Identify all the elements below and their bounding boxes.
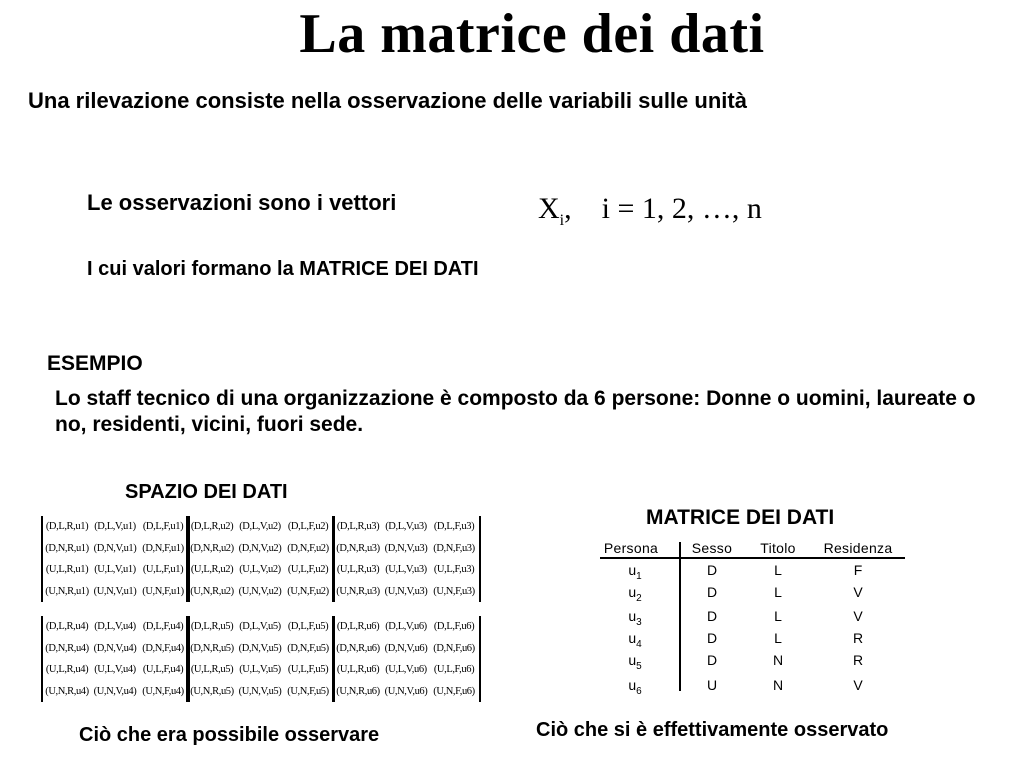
titolo-cell: N <box>772 652 784 668</box>
data-space-cell: (U,N,F,u6) <box>433 685 475 697</box>
data-space-cell: (U,N,F,u2) <box>287 585 329 597</box>
matrix-definition-text: I cui valori formano la MATRICE DEI DATI <box>87 258 479 280</box>
data-space-block <box>186 516 335 602</box>
data-space-row <box>188 581 333 603</box>
titolo-cell: N <box>772 677 784 693</box>
unit-subscript: 1 <box>636 570 642 582</box>
data-space-cell: (U,N,R,u6) <box>336 685 380 697</box>
data-space-row <box>43 516 188 538</box>
unit-letter: u <box>628 584 637 600</box>
caption-possible: Ciò che era possibile osservare <box>79 724 380 746</box>
data-space-block <box>41 616 190 702</box>
data-space-cell: (U,N,R,u1) <box>45 585 89 597</box>
data-space-cell: (U,L,F,u3) <box>433 564 475 576</box>
data-space-cell: (U,L,F,u6) <box>433 664 475 676</box>
data-space-cell: (U,L,V,u4) <box>94 664 136 676</box>
data-space-cell: (D,L,F,u5) <box>287 621 329 633</box>
data-space-row <box>188 681 333 703</box>
data-space-cell: (U,N,R,u5) <box>190 685 234 697</box>
titolo-cell: L <box>774 608 782 624</box>
data-space-cell: (D,L,F,u3) <box>433 521 475 533</box>
data-space-row <box>43 581 188 603</box>
data-space-cell: (U,N,R,u4) <box>45 685 89 697</box>
titolo-cell: L <box>774 630 782 646</box>
data-space-cell: (U,L,V,u2) <box>239 564 281 576</box>
sesso-cell: D <box>706 584 718 600</box>
data-space-cell: (D,L,F,u1) <box>142 521 184 533</box>
data-space-row <box>334 581 479 603</box>
data-space-cell: (D,N,R,u5) <box>190 642 234 654</box>
data-space-cell: (D,L,V,u1) <box>94 521 136 533</box>
data-space-row <box>334 638 479 660</box>
data-space-row <box>188 538 333 560</box>
data-space-cell: (U,N,F,u4) <box>142 685 184 697</box>
data-space-cell: (U,N,V,u1) <box>93 585 137 597</box>
data-space-row <box>188 516 333 538</box>
data-space-cell: (U,L,F,u2) <box>287 564 329 576</box>
unit-cell <box>620 677 650 697</box>
data-space-row <box>188 616 333 638</box>
data-space-cell: (D,N,F,u6) <box>433 642 475 654</box>
data-space-cell: (D,N,R,u3) <box>336 542 380 554</box>
data-matrix-title: MATRICE DEI DATI <box>646 506 835 529</box>
header-residenza: Residenza <box>823 540 893 556</box>
unit-cell <box>620 630 650 650</box>
sesso-cell: U <box>706 677 718 693</box>
data-space-cell: (D,N,F,u1) <box>142 542 184 554</box>
data-space-row <box>43 659 188 681</box>
data-space-cell: (U,L,V,u5) <box>239 664 281 676</box>
data-space-cell: (D,L,V,u5) <box>239 621 281 633</box>
data-space-cell: (D,N,V,u5) <box>238 642 282 654</box>
unit-subscript: 5 <box>636 660 642 672</box>
data-space-cell: (D,N,V,u3) <box>384 542 428 554</box>
data-space-cell: (D,L,V,u3) <box>385 521 427 533</box>
unit-letter: u <box>628 562 637 578</box>
data-space-cell: (D,N,V,u6) <box>384 642 428 654</box>
header-sesso: Sesso <box>691 540 733 556</box>
data-space-cell: (D,N,F,u3) <box>433 542 475 554</box>
data-space-cell: (U,N,V,u6) <box>384 685 428 697</box>
data-space-row <box>188 638 333 660</box>
data-space-cell: (U,L,R,u4) <box>45 664 89 676</box>
data-space-cell: (D,L,R,u6) <box>336 621 380 633</box>
sesso-cell: D <box>706 652 718 668</box>
slide-title: La matrice dei dati <box>299 3 765 65</box>
data-space-cell: (U,N,V,u5) <box>238 685 282 697</box>
unit-cell <box>620 652 650 672</box>
titolo-cell: L <box>774 584 782 600</box>
data-space-row <box>334 616 479 638</box>
data-space-cell: (D,L,R,u5) <box>190 621 234 633</box>
data-space-cell: (U,L,F,u1) <box>142 564 184 576</box>
data-space-title: SPAZIO DEI DATI <box>125 481 288 503</box>
data-space-cell: (U,N,F,u3) <box>433 585 475 597</box>
data-space-cell: (D,N,F,u5) <box>287 642 329 654</box>
data-space-cell: (U,N,V,u4) <box>93 685 137 697</box>
data-space-cell: (D,N,V,u1) <box>93 542 137 554</box>
example-description: Lo staff tecnico di una organizzazione è composto da 6 persone: Donne o uomini, laureate o no, residenti, vicini, fuori sede. <box>55 387 976 436</box>
data-space-row <box>43 559 188 581</box>
data-space-cell: (U,L,V,u1) <box>94 564 136 576</box>
data-space-cell: (D,L,R,u3) <box>336 521 380 533</box>
intro-text: Una rilevazione consiste nella osservazione delle variabili sulle unità <box>28 88 747 113</box>
data-space-cell: (D,N,R,u6) <box>336 642 380 654</box>
header-persona: Persona <box>603 540 659 556</box>
data-space-cell: (U,L,V,u3) <box>385 564 427 576</box>
data-space-cell: (D,N,R,u2) <box>190 542 234 554</box>
data-space-cell: (D,L,R,u1) <box>45 521 89 533</box>
data-space-cell: (U,L,F,u4) <box>142 664 184 676</box>
data-space-row <box>43 681 188 703</box>
data-space-cell: (U,L,R,u1) <box>45 564 89 576</box>
sesso-cell: D <box>706 562 718 578</box>
data-space-cell: (D,L,R,u4) <box>45 621 89 633</box>
data-space-cell: (D,L,V,u4) <box>94 621 136 633</box>
unit-subscript: 3 <box>636 616 642 628</box>
data-space-cell: (D,N,V,u2) <box>238 542 282 554</box>
data-space-cell: (U,N,V,u2) <box>238 585 282 597</box>
titolo-cell: L <box>774 562 782 578</box>
residenza-cell: V <box>853 608 863 624</box>
unit-letter: u <box>628 652 637 668</box>
data-space-row <box>334 681 479 703</box>
data-space-row <box>43 616 188 638</box>
data-space-cell: (D,L,V,u6) <box>385 621 427 633</box>
data-space-block <box>332 516 481 602</box>
observations-text: Le osservazioni sono i vettori <box>87 190 397 215</box>
observation-vector-formula <box>538 192 762 230</box>
data-space-cell: (U,N,F,u5) <box>287 685 329 697</box>
data-space-cell: (U,L,R,u5) <box>190 664 234 676</box>
unit-letter: u <box>628 677 637 693</box>
header-titolo: Titolo <box>760 540 796 556</box>
unit-cell <box>620 584 650 604</box>
sesso-cell: D <box>706 630 718 646</box>
data-space-block <box>41 516 190 602</box>
data-space-row <box>334 559 479 581</box>
unit-letter: u <box>628 608 637 624</box>
formula-index-range: , i = 1, 2, …, n <box>564 192 762 225</box>
data-space-cell: (D,N,R,u1) <box>45 542 89 554</box>
data-space-row <box>43 638 188 660</box>
data-space-row <box>334 659 479 681</box>
formula-subscript: i <box>559 212 565 229</box>
data-space-cell: (U,L,R,u6) <box>336 664 380 676</box>
sesso-cell: D <box>706 608 718 624</box>
data-space-cell: (U,L,V,u6) <box>385 664 427 676</box>
data-space-cell: (U,N,R,u2) <box>190 585 234 597</box>
data-space-block <box>332 616 481 702</box>
data-space-cell: (D,L,V,u2) <box>239 521 281 533</box>
unit-cell <box>620 562 650 582</box>
unit-subscript: 2 <box>636 592 642 604</box>
data-space-cell: (U,N,F,u1) <box>142 585 184 597</box>
data-space-row <box>188 559 333 581</box>
data-space-cell: (D,L,F,u2) <box>287 521 329 533</box>
data-space-row <box>43 538 188 560</box>
data-space-cell: (D,N,F,u4) <box>142 642 184 654</box>
data-space-cell: (D,L,R,u2) <box>190 521 234 533</box>
data-space-cell: (D,N,V,u4) <box>93 642 137 654</box>
data-space-block <box>186 616 335 702</box>
caption-observed: Ciò che si è effettivamente osservato <box>536 719 889 741</box>
unit-subscript: 6 <box>636 685 642 697</box>
data-space-cell: (U,L,F,u5) <box>287 664 329 676</box>
unit-cell <box>620 608 650 628</box>
data-space-row <box>188 659 333 681</box>
residenza-cell: V <box>853 677 863 693</box>
residenza-cell: V <box>853 584 863 600</box>
data-space-cell: (D,N,R,u4) <box>45 642 89 654</box>
formula-variable: X <box>538 192 560 225</box>
residenza-cell: R <box>852 652 864 668</box>
unit-subscript: 4 <box>636 638 642 650</box>
data-space-cell: (U,L,R,u2) <box>190 564 234 576</box>
data-space-row <box>334 516 479 538</box>
data-space-cell: (D,L,F,u4) <box>142 621 184 633</box>
data-space-cell: (U,L,R,u3) <box>336 564 380 576</box>
residenza-cell: F <box>853 562 863 578</box>
data-space-cell: (U,N,R,u3) <box>336 585 380 597</box>
example-label: ESEMPIO <box>47 352 143 375</box>
data-space-cell: (D,N,F,u2) <box>287 542 329 554</box>
data-space-cell: (U,N,V,u3) <box>384 585 428 597</box>
data-space-cell: (D,L,F,u6) <box>433 621 475 633</box>
residenza-cell: R <box>852 630 864 646</box>
data-space-row <box>334 538 479 560</box>
unit-letter: u <box>628 630 637 646</box>
